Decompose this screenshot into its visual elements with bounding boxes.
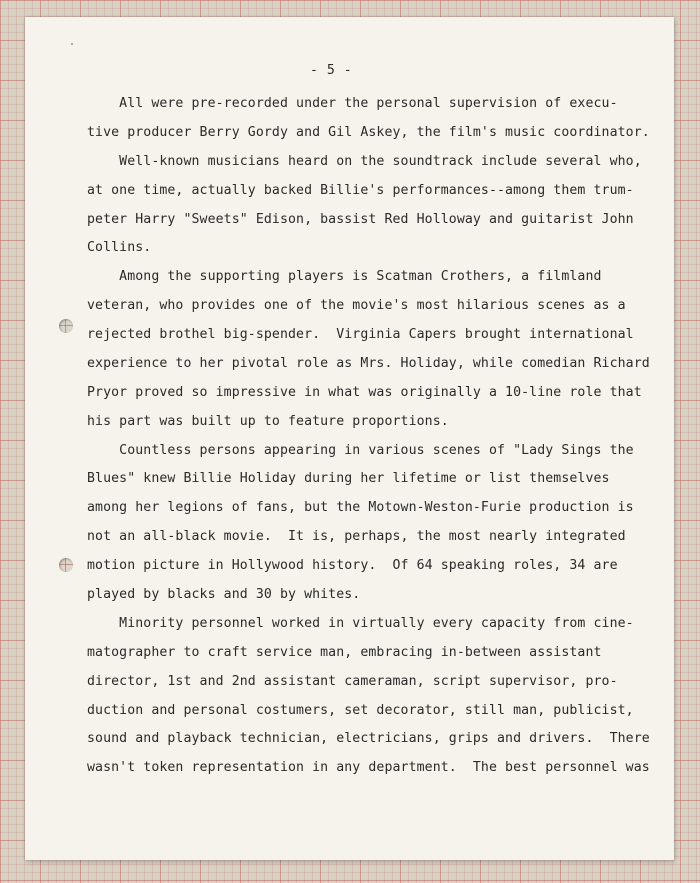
punch-hole-lower [59, 558, 73, 572]
text-line: Minority personnel worked in virtually every capacity from cine- [87, 615, 634, 631]
text-line: his part was built up to feature proportions. [87, 413, 449, 429]
text-line: Collins. [87, 240, 152, 256]
text-line: matographer to craft service man, embracing in-between assistant [87, 644, 602, 660]
text-line: sound and playback technician, electricians, grips and drivers. There [87, 731, 650, 747]
text-line: experience to her pivotal role as Mrs. Holiday, while comedian Richard [87, 355, 650, 371]
text-line: peter Harry "Sweets" Edison, bassist Red Holloway and guitarist John [87, 211, 634, 227]
text-line: Countless persons appearing in various scenes of "Lady Sings the [87, 442, 634, 458]
text-line: rejected brothel big-spender. Virginia Capers brought international [87, 327, 634, 342]
text-line: motion picture in Hollywood history. Of 64 speaking roles, 34 are [87, 558, 618, 574]
document-page [25, 17, 674, 860]
text-line: wasn't token representation in any department. The best personnel was [87, 760, 650, 776]
punch-hole-upper [59, 319, 73, 333]
page-number: - 5 - [310, 63, 353, 78]
text-line: Pryor proved so impressive in what was originally a 10-line role that [87, 384, 642, 400]
text-line: among her legions of fans, but the Motown-Weston-Furie production is [87, 500, 634, 516]
text-line: duction and personal costumers, set decorator, still man, publicist, [87, 702, 634, 718]
text-line: tive producer Berry Gordy and Gil Askey, the film's music coordinator. [87, 124, 650, 140]
paper-speck [71, 43, 73, 45]
text-line: Among the supporting players is Scatman Crothers, a filmland [87, 269, 602, 285]
text-line: Blues" knew Billie Holiday during her lifetime or list themselves [87, 471, 610, 487]
text-line: All were pre-recorded under the personal supervision of execu- [87, 96, 618, 111]
text-line: played by blacks and 30 by whites. [87, 587, 361, 602]
text-line: not an all-black movie. It is, perhaps, the most nearly integrated [87, 529, 626, 545]
text-line: director, 1st and 2nd assistant cameraman, script supervisor, pro- [87, 673, 618, 689]
text-line: veteran, who provides one of the movie's most hilarious scenes as a [87, 298, 626, 314]
text-line: Well-known musicians heard on the soundtrack include several who, [87, 153, 642, 169]
text-line: at one time, actually backed Billie's performances--among them trum- [87, 182, 634, 198]
